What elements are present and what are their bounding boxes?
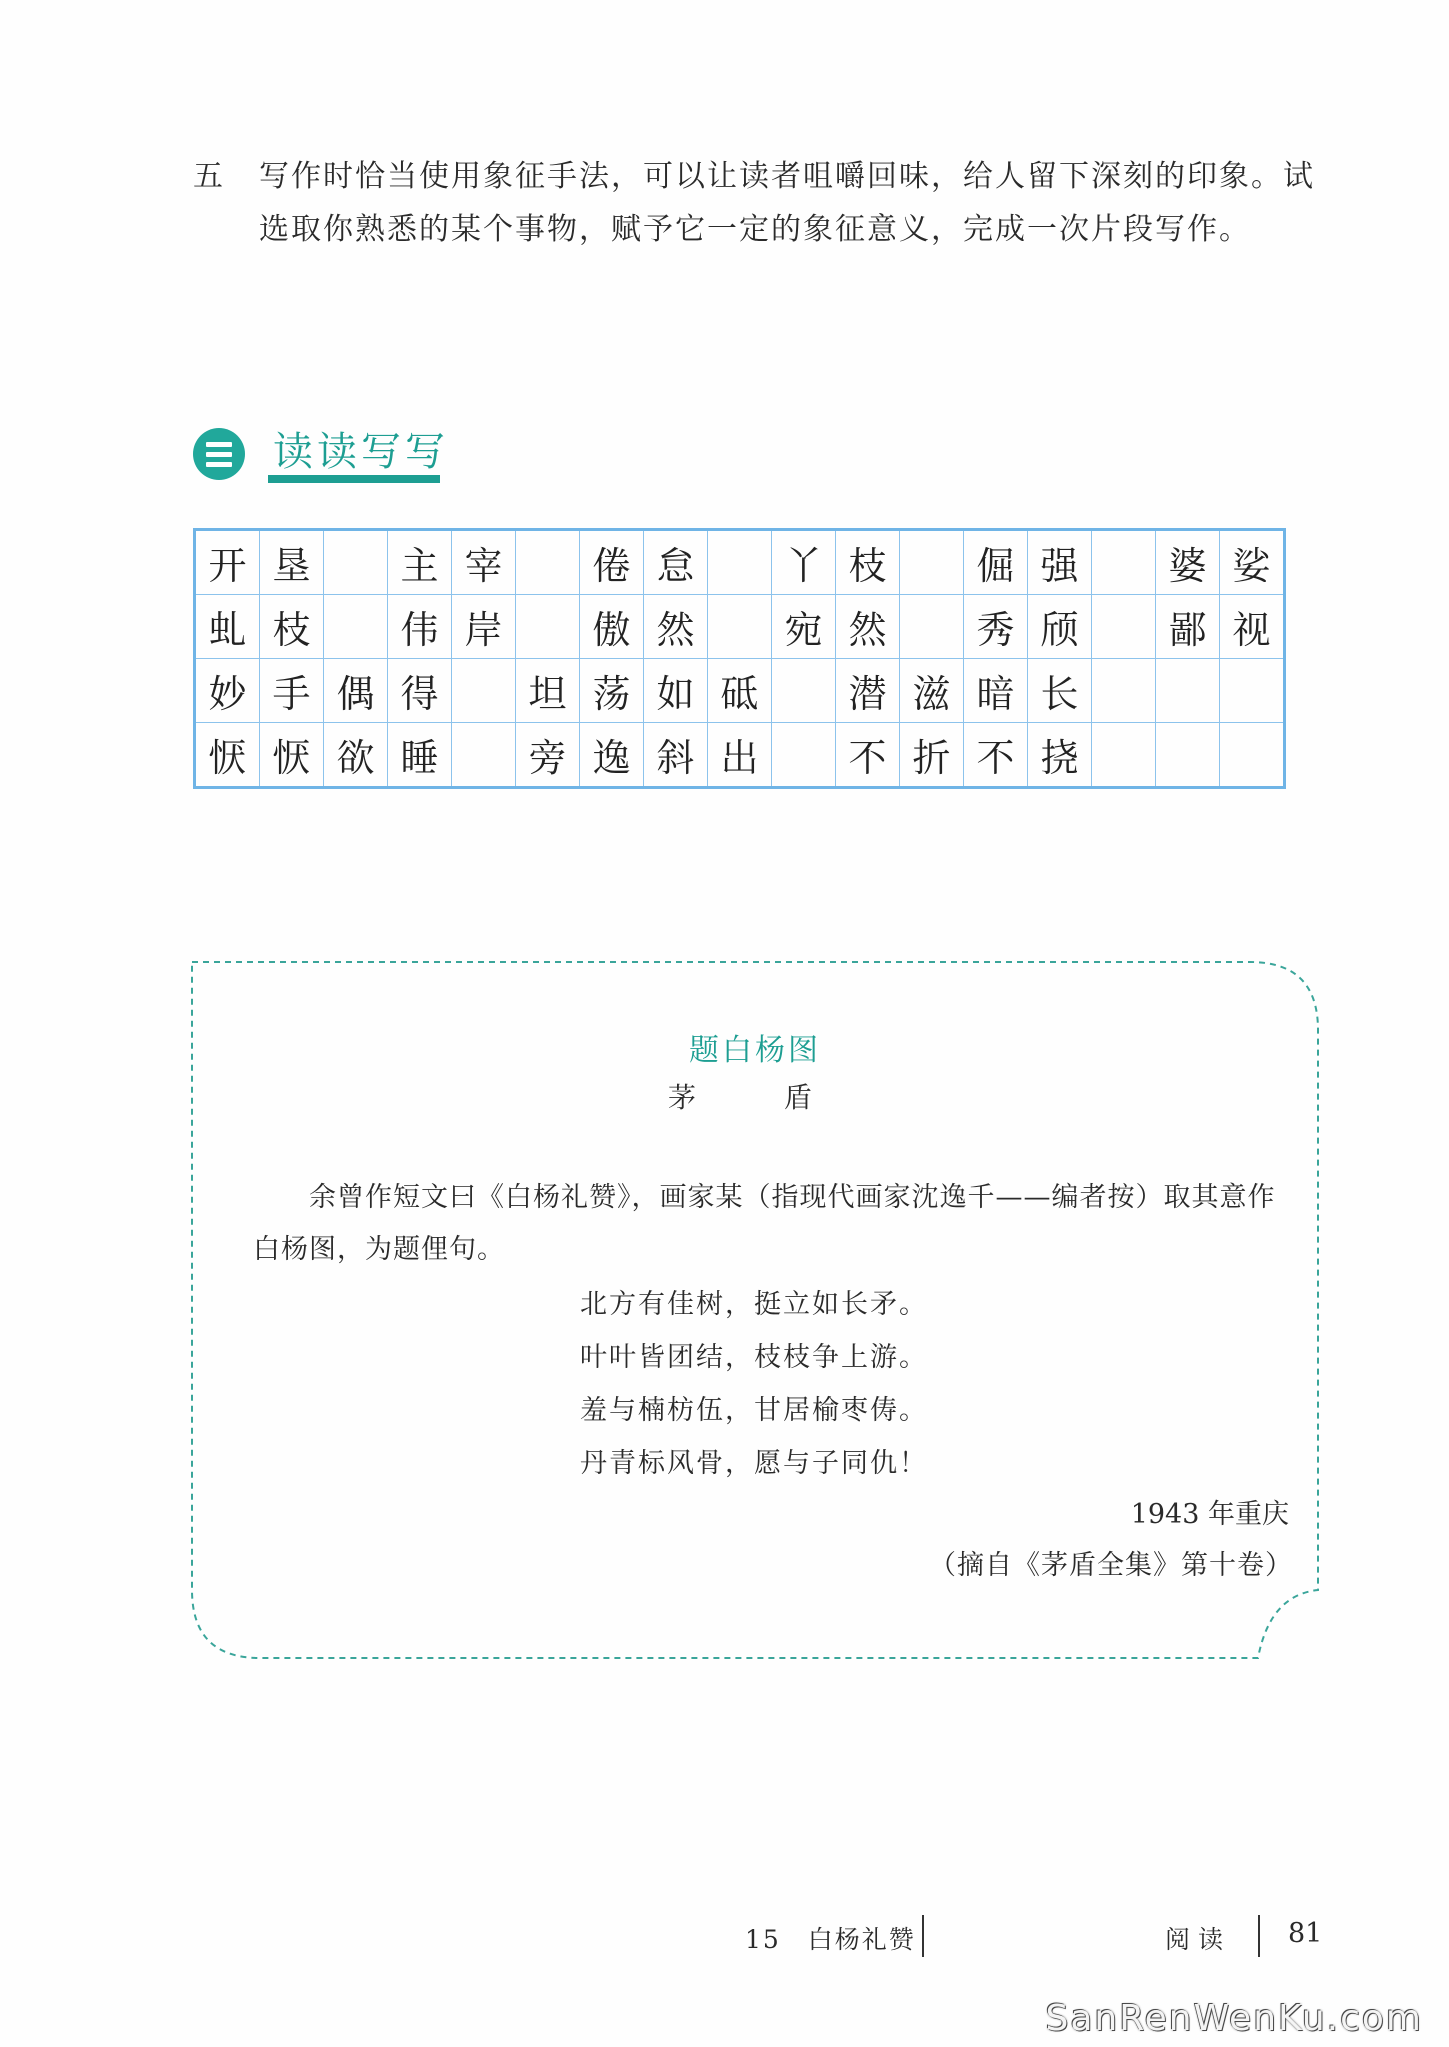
word-grid-cell: 强	[1028, 530, 1092, 595]
footer-divider	[922, 1915, 924, 1957]
word-grid-cell: 挠	[1028, 723, 1092, 788]
word-grid-cell: 颀	[1028, 595, 1092, 659]
word-grid-cell	[516, 595, 580, 659]
word-grid-cell: 斜	[644, 723, 708, 788]
word-grid-cell	[324, 595, 388, 659]
word-grid-cell	[900, 595, 964, 659]
poem-source: （摘自《茅盾全集》第十卷）	[929, 1550, 1293, 1581]
word-grid-cell: 欲	[324, 723, 388, 788]
exercise-number: 五	[193, 159, 225, 194]
footer-lesson: 15 白杨礼赞	[745, 1925, 916, 1954]
word-grid-cell: 折	[900, 723, 964, 788]
word-grid-cell: 傲	[580, 595, 644, 659]
word-grid-cell: 偶	[324, 659, 388, 723]
word-grid-row	[195, 595, 1285, 659]
word-grid-cell: 妙	[195, 659, 260, 723]
word-grid-cell: 怠	[644, 530, 708, 595]
word-grid-cell: 伟	[388, 595, 452, 659]
footer-section: 阅读	[1165, 1925, 1232, 1954]
word-grid-cell	[1156, 659, 1220, 723]
poem-author: 茅 盾	[667, 1081, 842, 1114]
word-grid-cell: 婆	[1156, 530, 1220, 595]
section-header	[193, 420, 493, 490]
word-grid-cell	[1092, 659, 1156, 723]
word-grid-cell: 虬	[195, 595, 260, 659]
word-grid-cell: 旁	[516, 723, 580, 788]
word-grid-cell: 恹	[260, 723, 324, 788]
section-title-underline	[268, 475, 440, 483]
word-grid-cell: 然	[644, 595, 708, 659]
poem-date: 1943 年重庆	[1130, 1499, 1289, 1530]
word-grid-cell: 宰	[452, 530, 516, 595]
word-grid-cell	[1092, 723, 1156, 788]
word-grid-cell	[1220, 659, 1285, 723]
word-grid-cell: 倦	[580, 530, 644, 595]
word-grid-cell	[1156, 723, 1220, 788]
word-grid-cell: 枝	[836, 530, 900, 595]
word-grid-cell: 睡	[388, 723, 452, 788]
word-grid-cell	[452, 659, 516, 723]
word-grid-cell: 手	[260, 659, 324, 723]
word-grid-cell: 出	[708, 723, 772, 788]
poem-line: 叶叶皆团结，枝枝争上游。	[580, 1342, 928, 1373]
word-grid-cell: 坦	[516, 659, 580, 723]
word-grid-cell: 丫	[772, 530, 836, 595]
word-grid-cell	[708, 530, 772, 595]
word-grid-cell	[324, 530, 388, 595]
exercise-text: 写作时恰当使用象征手法，可以让读者咀嚼回味，给人留下深刻的印象。试选取你熟悉的某个事物，赋予它一定的象征意义，完成一次片段写作。	[259, 159, 1315, 247]
poem-line: 丹青标风骨，愿与子同仇！	[580, 1448, 928, 1479]
poem-lines	[580, 1278, 928, 1490]
word-grid-cell	[772, 659, 836, 723]
word-grid-cell: 砥	[708, 659, 772, 723]
exercise-five	[193, 150, 1343, 256]
word-grid-cell	[452, 723, 516, 788]
word-grid-cell: 秀	[964, 595, 1028, 659]
word-grid-cell: 宛	[772, 595, 836, 659]
word-grid-cell: 荡	[580, 659, 644, 723]
word-grid-cell: 恹	[195, 723, 260, 788]
word-grid-cell	[1092, 595, 1156, 659]
word-grid-cell: 垦	[260, 530, 324, 595]
word-grid-cell: 主	[388, 530, 452, 595]
word-grid-cell	[708, 595, 772, 659]
word-grid-cell	[1092, 530, 1156, 595]
word-grid-cell: 开	[195, 530, 260, 595]
word-grid-row	[195, 723, 1285, 788]
word-grid-cell	[1220, 723, 1285, 788]
word-grid-row	[195, 659, 1285, 723]
word-grid	[193, 528, 1286, 789]
word-grid-cell: 然	[836, 595, 900, 659]
word-grid-cell: 枝	[260, 595, 324, 659]
word-grid-cell: 暗	[964, 659, 1028, 723]
poem-line: 北方有佳树，挺立如长矛。	[580, 1289, 928, 1320]
word-grid-cell	[772, 723, 836, 788]
word-grid-cell	[900, 530, 964, 595]
poem-title: 题白杨图	[689, 1033, 821, 1068]
word-grid-cell: 滋	[900, 659, 964, 723]
section-title: 读读写写	[273, 429, 449, 475]
word-grid-cell: 鄙	[1156, 595, 1220, 659]
poem-line: 羞与楠枋伍，甘居榆枣俦。	[580, 1395, 928, 1426]
footer-divider	[1258, 1915, 1260, 1957]
word-grid-row	[195, 530, 1285, 595]
word-grid-cell: 倔	[964, 530, 1028, 595]
word-grid-cell: 长	[1028, 659, 1092, 723]
watermark: SanRenWenKu.com	[1045, 1998, 1423, 2039]
word-grid-cell: 得	[388, 659, 452, 723]
word-grid-cell: 不	[836, 723, 900, 788]
word-grid-cell: 岸	[452, 595, 516, 659]
word-grid-cell: 逸	[580, 723, 644, 788]
list-lines-icon	[193, 428, 245, 480]
word-grid-cell: 娑	[1220, 530, 1285, 595]
word-grid-cell: 潜	[836, 659, 900, 723]
poem-preface: 余曾作短文曰《白杨礼赞》，画家某（指现代画家沈逸千——编者按）取其意作白杨图，为题俚句。	[253, 1182, 1276, 1265]
word-grid-cell	[516, 530, 580, 595]
word-grid-cell: 视	[1220, 595, 1285, 659]
word-grid-cell: 不	[964, 723, 1028, 788]
page-number: 81	[1288, 1918, 1323, 1949]
word-grid-cell: 如	[644, 659, 708, 723]
